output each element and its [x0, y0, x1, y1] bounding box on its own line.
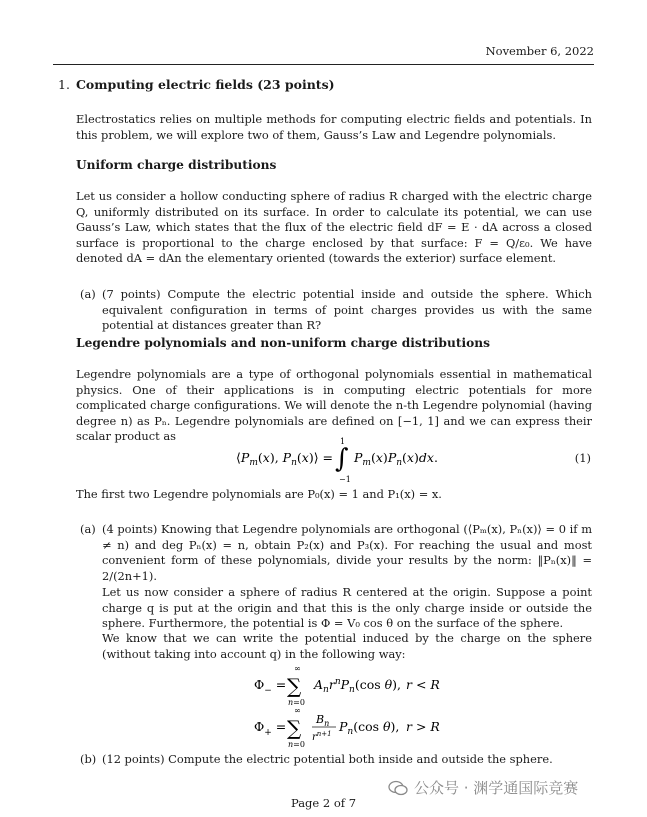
item-label: (a) — [80, 522, 96, 536]
svg-text:Pm(x)Pn(x)dx.: $P_m(x)P_n(x)dx$. — [354, 450, 438, 468]
item-label: (a) — [80, 287, 96, 301]
question-title-text: Computing electric fields (23 points) — [75, 77, 335, 92]
item-legendre-a — [80, 522, 592, 584]
item-text: (7 points) Compute the electric potential inside and outside the sphere. Which equivalent configuration in terms of point charges provides us with the same potential at distances greater than R? — [102, 287, 592, 333]
svg-text:n=0: n=0 — [288, 740, 305, 749]
item-text: (12 points) Compute the electric potential both inside and outside the sphere. — [102, 752, 553, 766]
svg-text:n=0: n=0 — [288, 698, 305, 707]
first-two-polynomials: The first two Legendre polynomials are P₀(x) = 1 and P₁(x) = x. — [76, 487, 442, 501]
svg-text:r > R: r > R — [406, 719, 440, 734]
svg-text:−1: −1 — [339, 475, 351, 484]
svg-text:∞: ∞ — [294, 706, 301, 715]
watermark-text: 公众号 · 渊学通国际竞赛 — [414, 779, 579, 797]
header-rule — [53, 64, 594, 65]
potential-form-paragraph: We know that we can write the potential induced by the charge on the sphere (without taking into account q) in the following way: — [102, 631, 592, 661]
svg-text:AnrnPn(cos θ),: $A_nr^nP_n(\cos$ θ), — [314, 677, 402, 695]
svg-text:Pn(cos θ),: $P_n(\cos$ θ), — [339, 719, 400, 737]
svg-text:1: 1 — [340, 437, 346, 446]
svg-text:rn+1: $r^{n+1}$ — [312, 730, 332, 743]
section-heading-uniform: Uniform charge distributions — [76, 158, 277, 172]
svg-text:Bn: $B_n$ — [316, 713, 330, 728]
item-text: (4 points) Knowing that Legendre polynomials are orthogonal (⟨Pₘ(x), Pₙ(x)⟩ = 0 if m ≠ n) and deg Pₙ(x) = n, obtain P₂(x) and P₃(x). For reaching the usual and most convenient form of these polynomials, divide your results by the norm: ‖Pₙ(x)‖ = 2/(2n+1). — [102, 522, 592, 583]
svg-text:⟨Pm(x), Pn(x)⟩ =: $⟨P_m(x)$, $P_n(x)⟩$ = — [236, 450, 334, 468]
svg-text:∑: ∑ — [287, 674, 302, 698]
wechat-icon — [388, 780, 408, 796]
uniform-paragraph: Let us consider a hollow conducting sphere of radius R charged with the electric charge Q, uniformly distributed on its surface. In order to calculate its potential, we can use Gauss’s Law, which states that the flux of the electric field dF = E · dA across a closed surface is proportional to the charge enclosed by that surface: F = Q/ε₀. We have denoted dA = dAn the elementary oriented (towards the exterior) surface element. — [76, 189, 592, 266]
item-label: (b) — [80, 752, 97, 766]
sphere-setup-paragraph: Let us now consider a sphere of radius R centered at the origin. Suppose a point charge q is put at the origin and that this is the only charge inside or outside the sphere. Furthermore, the potential is Φ = V₀ cos θ on the surface of the sphere. — [102, 585, 592, 631]
section-heading-legendre: Legendre polynomials and non-uniform charge distributions — [76, 336, 490, 350]
header-date: November 6, 2022 — [485, 44, 594, 58]
item-uniform-a — [80, 287, 592, 334]
item-legendre-b — [80, 752, 592, 768]
svg-text:Φ− =: $\Phi_-$ = — [254, 677, 287, 696]
svg-text:r < R: r < R — [406, 677, 440, 692]
potential-series-equations — [254, 663, 464, 753]
page-number: Page 2 of 7 — [290, 796, 357, 810]
legendre-paragraph: Legendre polynomials are a type of orthogonal polynomials essential in mathematical physics. One of their applications is in computing electric potentials for more complicated charge configurations. We will denote the n-th Legendre polynomial (having degree n) as Pₙ. Legendre polynomials are defined on [−1, 1] and we can express their scalar product as — [76, 367, 592, 444]
question-title — [58, 77, 335, 92]
question-number: 1. — [58, 77, 70, 92]
svg-text:∫: ∫ — [335, 444, 349, 474]
svg-text:Φ+ =: $\Phi_+$ = — [254, 719, 287, 738]
question-intro: Electrostatics relies on multiple methods for computing electric fields and potentials. In this problem, we will explore two of them, Gauss’s Law and Legendre polynomials. — [76, 112, 592, 142]
watermark — [388, 777, 578, 798]
equation-number: (1) — [574, 451, 591, 465]
scalar-product-equation — [236, 434, 456, 484]
svg-text:∑: ∑ — [287, 716, 302, 740]
svg-text:∞: ∞ — [294, 664, 301, 673]
